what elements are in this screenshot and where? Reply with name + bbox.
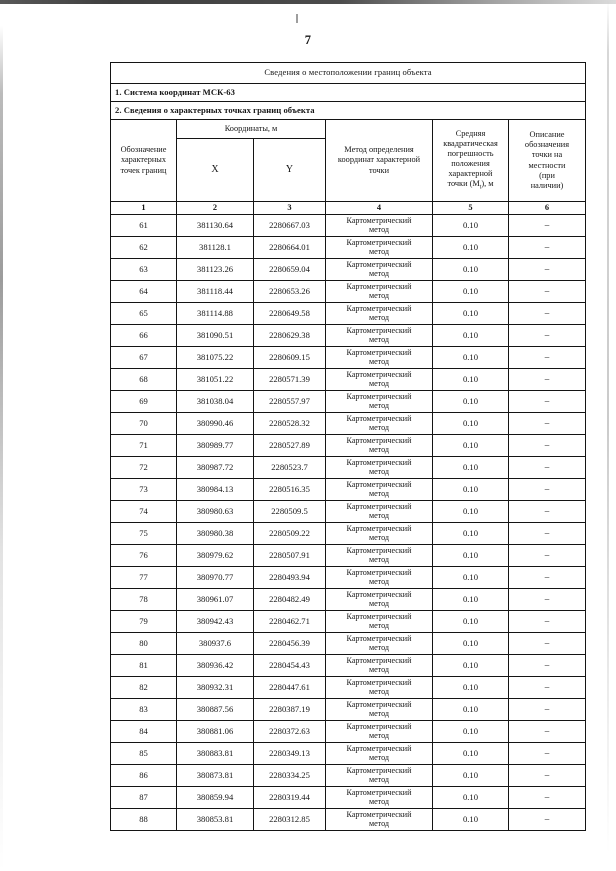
method-line-2: метод xyxy=(368,246,390,256)
table-row xyxy=(111,347,586,369)
cell-coordinate-x: 380970.77 xyxy=(177,567,254,589)
cell-coordinate-x: 380989.77 xyxy=(177,435,254,457)
cell-point-id: 87 xyxy=(111,787,177,809)
cell-method xyxy=(326,259,433,281)
table-row xyxy=(111,589,586,611)
method-line-2: метод xyxy=(368,312,390,322)
cell-mean-square-error: 0.10 xyxy=(433,237,509,259)
table-row xyxy=(111,677,586,699)
cell-coordinate-y: 2280319.44 xyxy=(254,787,326,809)
header-desc-line-1: Описание xyxy=(529,130,565,140)
cell-method xyxy=(326,787,433,809)
cell-coordinate-x: 381090.51 xyxy=(177,325,254,347)
cell-marker-description: – xyxy=(509,259,586,281)
cell-method xyxy=(326,347,433,369)
cell-point-id: 71 xyxy=(111,435,177,457)
cell-coordinate-y: 2280493.94 xyxy=(254,567,326,589)
cell-marker-description: – xyxy=(509,545,586,567)
cell-coordinate-y: 2280509.22 xyxy=(254,523,326,545)
method-line-1: Картометрический xyxy=(346,700,412,710)
cell-mean-square-error: 0.10 xyxy=(433,765,509,787)
table-row xyxy=(111,435,586,457)
cell-marker-description: – xyxy=(509,391,586,413)
cell-mean-square-error: 0.10 xyxy=(433,281,509,303)
cell-method xyxy=(326,677,433,699)
scan-top-edge-artifact xyxy=(0,0,616,4)
cell-coordinate-x: 380937.6 xyxy=(177,633,254,655)
cell-coordinate-x: 380984.13 xyxy=(177,479,254,501)
cell-mean-square-error: 0.10 xyxy=(433,567,509,589)
header-desc-line-6: наличии) xyxy=(530,180,564,190)
table-row xyxy=(111,655,586,677)
cell-point-id: 73 xyxy=(111,479,177,501)
header-coordinates-group: Координаты, м xyxy=(177,120,326,139)
method-line-2: метод xyxy=(368,378,390,388)
cell-marker-description: – xyxy=(509,567,586,589)
cell-coordinate-x: 380887.56 xyxy=(177,699,254,721)
cell-mean-square-error: 0.10 xyxy=(433,611,509,633)
method-line-1: Картометрический xyxy=(346,260,412,270)
cell-coordinate-x: 381128.1 xyxy=(177,237,254,259)
cell-mean-square-error: 0.10 xyxy=(433,479,509,501)
cell-marker-description: – xyxy=(509,765,586,787)
method-line-2: метод xyxy=(368,422,390,432)
method-line-2: метод xyxy=(368,642,390,652)
cell-mean-square-error: 0.10 xyxy=(433,413,509,435)
table-row xyxy=(111,611,586,633)
cell-point-id: 82 xyxy=(111,677,177,699)
cell-coordinate-x: 380859.94 xyxy=(177,787,254,809)
method-line-1: Картометрический xyxy=(346,524,412,534)
header-mse-line-6c: ), м xyxy=(481,179,494,189)
cell-coordinate-x: 380883.81 xyxy=(177,743,254,765)
cell-coordinate-y: 2280349.13 xyxy=(254,743,326,765)
cell-method xyxy=(326,435,433,457)
cell-marker-description: – xyxy=(509,347,586,369)
cell-point-id: 61 xyxy=(111,215,177,237)
cell-coordinate-x: 381075.22 xyxy=(177,347,254,369)
table-body xyxy=(111,215,586,831)
cell-coordinate-y: 2280334.25 xyxy=(254,765,326,787)
cell-marker-description: – xyxy=(509,281,586,303)
method-line-1: Картометрический xyxy=(346,282,412,292)
boundary-points-table xyxy=(110,62,586,831)
header-mse-subscript: t xyxy=(479,185,482,192)
method-line-2: метод xyxy=(368,554,390,564)
header-y: Y xyxy=(254,139,326,202)
cell-marker-description: – xyxy=(509,215,586,237)
method-line-1: Картометрический xyxy=(346,414,412,424)
cell-mean-square-error: 0.10 xyxy=(433,677,509,699)
cell-mean-square-error: 0.10 xyxy=(433,303,509,325)
table-row xyxy=(111,567,586,589)
method-line-2: метод xyxy=(368,400,390,410)
cell-coordinate-x: 380987.72 xyxy=(177,457,254,479)
cell-coordinate-y: 2280649.58 xyxy=(254,303,326,325)
method-line-1: Картометрический xyxy=(346,788,412,798)
method-line-1: Картометрический xyxy=(346,568,412,578)
cell-mean-square-error: 0.10 xyxy=(433,743,509,765)
method-line-1: Картометрический xyxy=(346,458,412,468)
cell-marker-description: – xyxy=(509,787,586,809)
cell-coordinate-x: 381123.26 xyxy=(177,259,254,281)
cell-marker-description: – xyxy=(509,325,586,347)
cell-method xyxy=(326,809,433,831)
method-line-1: Картометрический xyxy=(346,678,412,688)
column-number-2: 2 xyxy=(177,202,254,215)
cell-mean-square-error: 0.10 xyxy=(433,699,509,721)
header-point-designation: Обозначение характерных точек границ xyxy=(111,120,177,202)
method-line-1: Картометрический xyxy=(346,612,412,622)
cell-coordinate-x: 380942.43 xyxy=(177,611,254,633)
method-line-1: Картометрический xyxy=(346,326,412,336)
method-line-2: метод xyxy=(368,290,390,300)
cell-coordinate-y: 2280557.97 xyxy=(254,391,326,413)
cell-point-id: 88 xyxy=(111,809,177,831)
method-line-1: Картометрический xyxy=(346,722,412,732)
method-line-1: Картометрический xyxy=(346,656,412,666)
cell-coordinate-x: 380979.62 xyxy=(177,545,254,567)
cell-coordinate-x: 380980.63 xyxy=(177,501,254,523)
scan-left-edge-artifact xyxy=(0,26,3,871)
table-row xyxy=(111,721,586,743)
method-line-2: метод xyxy=(368,466,390,476)
cell-method xyxy=(326,479,433,501)
header-mse-line-1: Средняя xyxy=(455,128,486,138)
method-line-1: Картометрический xyxy=(346,766,412,776)
column-number-row xyxy=(111,202,586,215)
cell-coordinate-x: 380873.81 xyxy=(177,765,254,787)
cell-point-id: 70 xyxy=(111,413,177,435)
cell-point-id: 68 xyxy=(111,369,177,391)
cell-point-id: 84 xyxy=(111,721,177,743)
cell-point-id: 77 xyxy=(111,567,177,589)
header-mse-line-3: погрешность xyxy=(447,149,494,159)
cell-coordinate-y: 2280454.43 xyxy=(254,655,326,677)
column-number-6: 6 xyxy=(509,202,586,215)
cell-mean-square-error: 0.10 xyxy=(433,787,509,809)
cell-coordinate-y: 2280629.38 xyxy=(254,325,326,347)
cell-point-id: 83 xyxy=(111,699,177,721)
cell-method xyxy=(326,391,433,413)
cell-mean-square-error: 0.10 xyxy=(433,325,509,347)
table-row xyxy=(111,501,586,523)
cell-marker-description: – xyxy=(509,743,586,765)
cell-marker-description: – xyxy=(509,457,586,479)
page-number: 7 xyxy=(304,33,312,47)
method-line-1: Картометрический xyxy=(346,304,412,314)
cell-marker-description: – xyxy=(509,809,586,831)
column-number-5: 5 xyxy=(433,202,509,215)
cell-mean-square-error: 0.10 xyxy=(433,589,509,611)
header-mse-line-2: квадратическая xyxy=(443,138,498,148)
cell-method xyxy=(326,369,433,391)
header-determination-method: Метод определения координат характерной точки xyxy=(326,120,433,202)
cell-mean-square-error: 0.10 xyxy=(433,633,509,655)
cell-method xyxy=(326,325,433,347)
table-row xyxy=(111,325,586,347)
document-title: Сведения о местоположении границ объекта xyxy=(111,63,586,84)
cell-point-id: 64 xyxy=(111,281,177,303)
table-row xyxy=(111,215,586,237)
cell-coordinate-x: 381051.22 xyxy=(177,369,254,391)
table-row xyxy=(111,545,586,567)
method-line-1: Картометрический xyxy=(346,502,412,512)
cell-method xyxy=(326,237,433,259)
cell-method xyxy=(326,655,433,677)
cell-point-id: 81 xyxy=(111,655,177,677)
cell-mean-square-error: 0.10 xyxy=(433,259,509,281)
cell-mean-square-error: 0.10 xyxy=(433,501,509,523)
scan-registration-mark xyxy=(296,14,298,23)
cell-coordinate-y: 2280667.03 xyxy=(254,215,326,237)
cell-mean-square-error: 0.10 xyxy=(433,523,509,545)
method-line-2: метод xyxy=(368,576,390,586)
cell-mean-square-error: 0.10 xyxy=(433,809,509,831)
cell-coordinate-y: 2280507.91 xyxy=(254,545,326,567)
cell-coordinate-x: 380980.38 xyxy=(177,523,254,545)
method-line-1: Картометрический xyxy=(346,370,412,380)
cell-coordinate-x: 380936.42 xyxy=(177,655,254,677)
cell-marker-description: – xyxy=(509,303,586,325)
table-row xyxy=(111,699,586,721)
cell-point-id: 78 xyxy=(111,589,177,611)
cell-point-id: 62 xyxy=(111,237,177,259)
method-line-2: метод xyxy=(368,664,390,674)
column-number-1: 1 xyxy=(111,202,177,215)
cell-mean-square-error: 0.10 xyxy=(433,391,509,413)
method-line-1: Картометрический xyxy=(346,216,412,226)
method-line-2: метод xyxy=(368,268,390,278)
table-row xyxy=(111,787,586,809)
method-line-2: метод xyxy=(368,334,390,344)
table-row xyxy=(111,743,586,765)
section-2-row xyxy=(111,102,586,120)
table-row xyxy=(111,765,586,787)
cell-coordinate-x: 380932.31 xyxy=(177,677,254,699)
method-line-2: метод xyxy=(368,598,390,608)
cell-method xyxy=(326,545,433,567)
table-row xyxy=(111,237,586,259)
cell-point-id: 76 xyxy=(111,545,177,567)
cell-point-id: 65 xyxy=(111,303,177,325)
method-line-2: метод xyxy=(368,532,390,542)
method-line-2: метод xyxy=(368,224,390,234)
method-line-1: Картометрический xyxy=(346,480,412,490)
cell-coordinate-y: 2280447.61 xyxy=(254,677,326,699)
cell-method xyxy=(326,457,433,479)
cell-coordinate-y: 2280456.39 xyxy=(254,633,326,655)
cell-coordinate-x: 380990.46 xyxy=(177,413,254,435)
cell-method xyxy=(326,567,433,589)
cell-method xyxy=(326,281,433,303)
table-title-row xyxy=(111,63,586,84)
cell-coordinate-y: 2280387.19 xyxy=(254,699,326,721)
method-line-1: Картометрический xyxy=(346,348,412,358)
cell-mean-square-error: 0.10 xyxy=(433,435,509,457)
cell-coordinate-y: 2280509.5 xyxy=(254,501,326,523)
method-line-2: метод xyxy=(368,752,390,762)
cell-marker-description: – xyxy=(509,435,586,457)
cell-coordinate-y: 2280527.89 xyxy=(254,435,326,457)
table-row xyxy=(111,413,586,435)
method-line-1: Картометрический xyxy=(346,546,412,556)
cell-coordinate-y: 2280523.7 xyxy=(254,457,326,479)
cell-method xyxy=(326,743,433,765)
method-line-1: Картометрический xyxy=(346,590,412,600)
cell-point-id: 75 xyxy=(111,523,177,545)
table-row xyxy=(111,457,586,479)
cell-coordinate-y: 2280528.32 xyxy=(254,413,326,435)
cell-marker-description: – xyxy=(509,237,586,259)
cell-point-id: 72 xyxy=(111,457,177,479)
header-desc-line-2: обозначения xyxy=(524,140,570,150)
cell-point-id: 79 xyxy=(111,611,177,633)
cell-method xyxy=(326,721,433,743)
method-line-1: Картометрический xyxy=(346,238,412,248)
cell-method xyxy=(326,523,433,545)
method-line-2: метод xyxy=(368,488,390,498)
cell-point-id: 67 xyxy=(111,347,177,369)
cell-mean-square-error: 0.10 xyxy=(433,655,509,677)
cell-coordinate-y: 2280659.04 xyxy=(254,259,326,281)
cell-point-id: 80 xyxy=(111,633,177,655)
table-row xyxy=(111,809,586,831)
method-line-2: метод xyxy=(368,510,390,520)
cell-coordinate-y: 2280462.71 xyxy=(254,611,326,633)
method-line-1: Картометрический xyxy=(346,436,412,446)
cell-method xyxy=(326,611,433,633)
table-row xyxy=(111,369,586,391)
cell-coordinate-y: 2280609.15 xyxy=(254,347,326,369)
cell-mean-square-error: 0.10 xyxy=(433,721,509,743)
cell-marker-description: – xyxy=(509,721,586,743)
section-characteristic-points: 2. Сведения о характерных точках границ объекта xyxy=(111,102,586,120)
cell-mean-square-error: 0.10 xyxy=(433,347,509,369)
header-desc-line-5: (при xyxy=(539,170,555,180)
cell-marker-description: – xyxy=(509,523,586,545)
cell-point-id: 86 xyxy=(111,765,177,787)
method-line-1: Картометрический xyxy=(346,634,412,644)
method-line-2: метод xyxy=(368,818,390,828)
table-row xyxy=(111,281,586,303)
method-line-2: метод xyxy=(368,774,390,784)
table-row xyxy=(111,633,586,655)
scan-right-edge-artifact xyxy=(607,0,609,871)
cell-coordinate-x: 381114.88 xyxy=(177,303,254,325)
cell-coordinate-y: 2280482.49 xyxy=(254,589,326,611)
section-coordinate-system: 1. Система координат МСК-63 xyxy=(111,84,586,102)
cell-coordinate-x: 381130.64 xyxy=(177,215,254,237)
table-row xyxy=(111,479,586,501)
method-line-1: Картометрический xyxy=(346,392,412,402)
cell-method xyxy=(326,215,433,237)
header-mse-line-6a: точки (M xyxy=(447,179,480,189)
cell-coordinate-y: 2280571.39 xyxy=(254,369,326,391)
method-line-2: метод xyxy=(368,730,390,740)
cell-method xyxy=(326,589,433,611)
header-x: X xyxy=(177,139,254,202)
method-line-2: метод xyxy=(368,444,390,454)
cell-coordinate-y: 2280372.63 xyxy=(254,721,326,743)
method-line-2: метод xyxy=(368,686,390,696)
header-desc-line-3: точки на xyxy=(531,150,563,160)
cell-coordinate-x: 381118.44 xyxy=(177,281,254,303)
cell-coordinate-y: 2280664.01 xyxy=(254,237,326,259)
header-mse-line-5: характерной xyxy=(448,169,493,179)
cell-method xyxy=(326,699,433,721)
cell-method xyxy=(326,303,433,325)
table-row xyxy=(111,523,586,545)
method-line-1: Картометрический xyxy=(346,744,412,754)
table-row xyxy=(111,259,586,281)
cell-mean-square-error: 0.10 xyxy=(433,369,509,391)
cell-marker-description: – xyxy=(509,501,586,523)
header-mean-square-error xyxy=(433,120,509,202)
cell-coordinate-y: 2280516.35 xyxy=(254,479,326,501)
cell-point-id: 69 xyxy=(111,391,177,413)
cell-marker-description: – xyxy=(509,633,586,655)
cell-marker-description: – xyxy=(509,699,586,721)
cell-mean-square-error: 0.10 xyxy=(433,545,509,567)
cell-coordinate-x: 381038.04 xyxy=(177,391,254,413)
method-line-2: метод xyxy=(368,708,390,718)
method-line-2: метод xyxy=(368,620,390,630)
header-point-marker-description xyxy=(509,120,586,202)
cell-marker-description: – xyxy=(509,589,586,611)
cell-point-id: 66 xyxy=(111,325,177,347)
table-row xyxy=(111,391,586,413)
cell-point-id: 85 xyxy=(111,743,177,765)
cell-mean-square-error: 0.10 xyxy=(433,457,509,479)
method-line-1: Картометрический xyxy=(346,810,412,820)
cell-marker-description: – xyxy=(509,479,586,501)
header-desc-line-4: местности xyxy=(528,160,566,170)
cell-mean-square-error: 0.10 xyxy=(433,215,509,237)
cell-coordinate-y: 2280312.85 xyxy=(254,809,326,831)
cell-coordinate-y: 2280653.26 xyxy=(254,281,326,303)
method-line-2: метод xyxy=(368,796,390,806)
cell-point-id: 63 xyxy=(111,259,177,281)
cell-marker-description: – xyxy=(509,369,586,391)
header-row-top xyxy=(111,120,586,139)
cell-marker-description: – xyxy=(509,611,586,633)
column-number-4: 4 xyxy=(326,202,433,215)
cell-point-id: 74 xyxy=(111,501,177,523)
cell-method xyxy=(326,765,433,787)
cell-method xyxy=(326,413,433,435)
cell-coordinate-x: 380853.81 xyxy=(177,809,254,831)
cell-marker-description: – xyxy=(509,655,586,677)
column-number-3: 3 xyxy=(254,202,326,215)
cell-method xyxy=(326,501,433,523)
cell-coordinate-x: 380961.07 xyxy=(177,589,254,611)
table-row xyxy=(111,303,586,325)
section-1-row xyxy=(111,84,586,102)
cell-method xyxy=(326,633,433,655)
cell-marker-description: – xyxy=(509,677,586,699)
cell-coordinate-x: 380881.06 xyxy=(177,721,254,743)
cell-marker-description: – xyxy=(509,413,586,435)
method-line-2: метод xyxy=(368,356,390,366)
header-mse-line-4: положения xyxy=(451,159,490,169)
